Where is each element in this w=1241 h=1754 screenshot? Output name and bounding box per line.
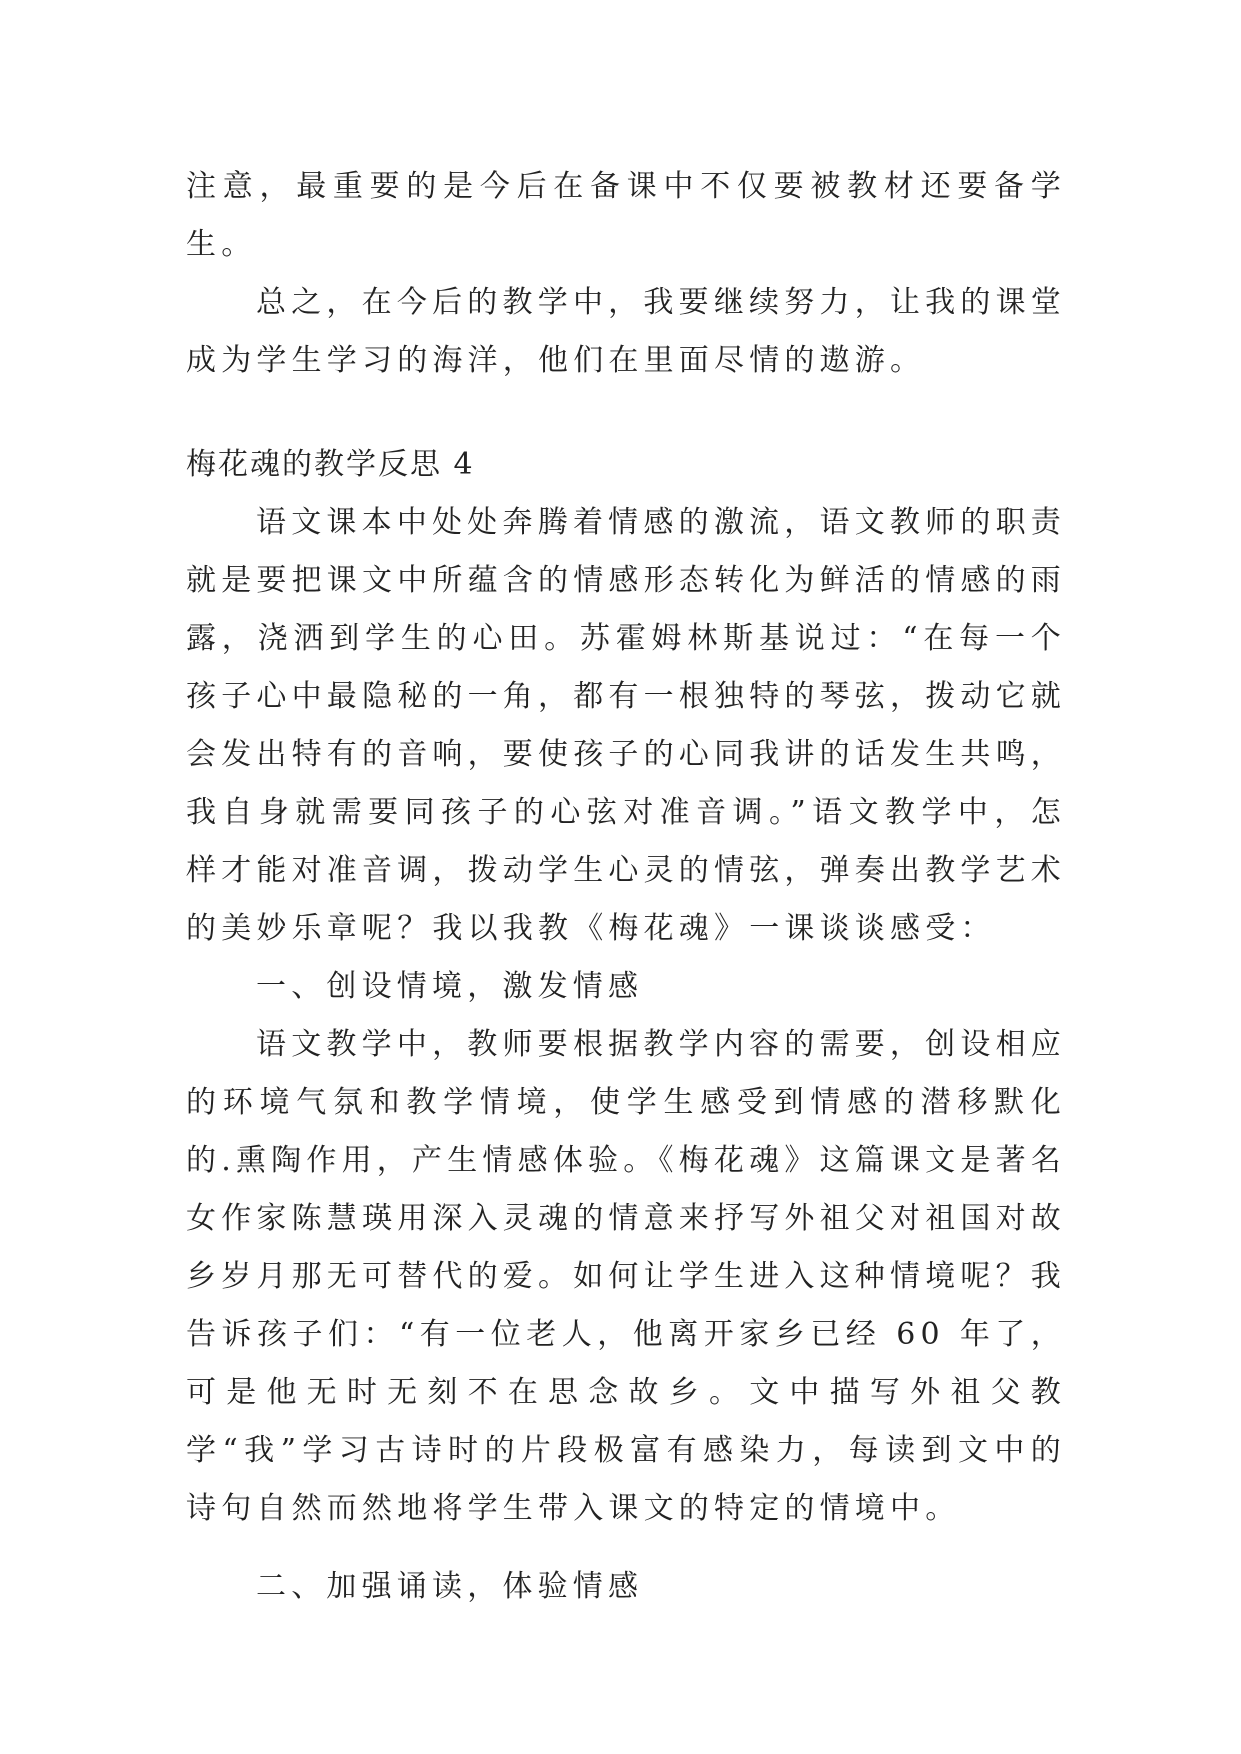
subheading-create-context: 一、创设情境，激发情感 <box>256 969 644 1004</box>
paragraph-preparation-note: 注意，最重要的是今后在备课中不仅要被教材还要备学生。 <box>186 169 1066 262</box>
paragraph-intro: 语文课本中处处奔腾着情感的激流，语文教师的职责就是要把课文中所蕴含的情感形态转化为鲜活的情感的雨露，浇洒到学生的心田。苏霍姆林斯基说过：“在每一个孩子心中最隐秘的一角，都有一根独特的琴弦，拨动它就会发出特有的音响，要使孩子的心同我讲的话发生共鸣，我自身就需要同孩子的心弦对准音调。”语文教学中，怎样才能对准音调，拨动学生心灵的情弦，弹奏出教学艺术的美妙乐章呢？我以我教《梅花魂》一课谈谈感受： <box>186 505 1066 946</box>
section-title: 梅花魂的教学反思 4 <box>186 447 475 482</box>
paragraph-create-context: 语文教学中，教师要根据教学内容的需要，创设相应的环境气氛和教学情境，使学生感受到情感的潜移默化的.熏陶作用，产生情感体验。《梅花魂》这篇课文是著名女作家陈慧瑛用深入灵魂的情意来抒写外祖父对祖国对故乡岁月那无可替代的爱。如何让学生进入这种情境呢？我告诉孩子们：“有一位老人，他离开家乡已经 60 年了，可是他无时无刻不在思念故乡。文中描写外祖父教学“我”学习古诗时的片段极富有感染力，每读到文中的诗句自然而然地将学生带入课文的特定的情境中。 <box>186 1027 1066 1526</box>
paragraph-conclusion: 总之，在今后的教学中，我要继续努力，让我的课堂成为学生学习的海洋，他们在里面尽情的遨游。 <box>186 285 1066 378</box>
document-body <box>186 158 1066 1616</box>
subheading-reading-aloud: 二、加强诵读，体验情感 <box>256 1569 644 1604</box>
